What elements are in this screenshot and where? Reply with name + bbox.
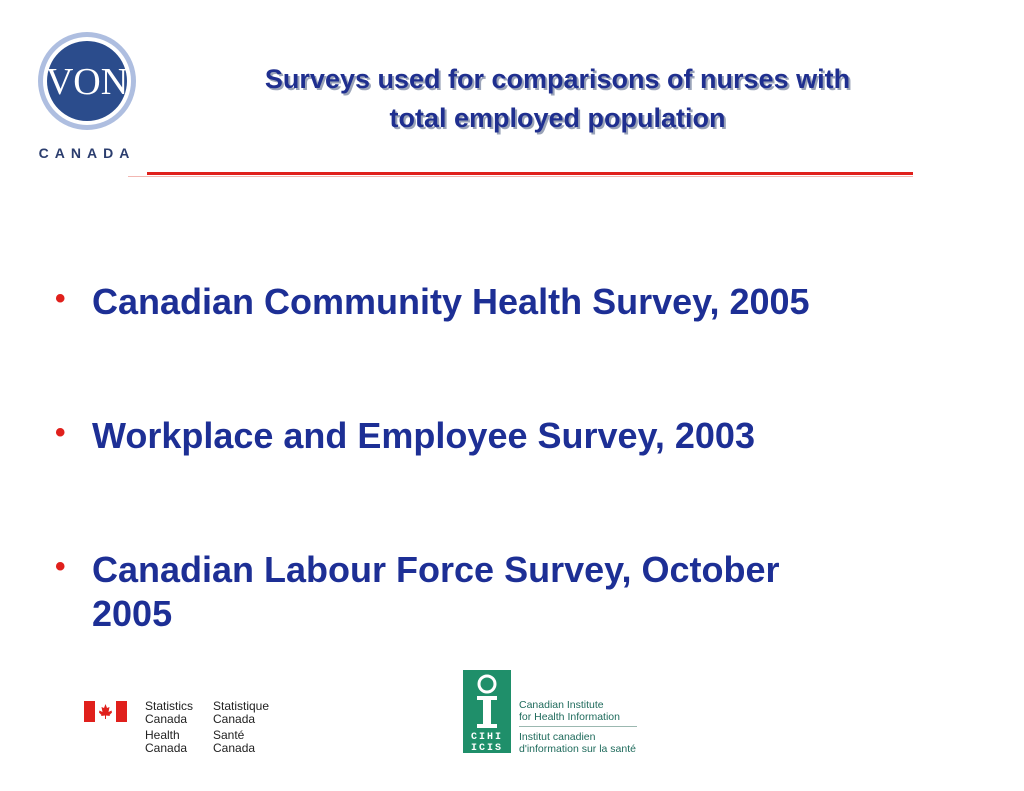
- bullet-icon: •: [55, 550, 66, 583]
- statcan-healthcanada-logo: [84, 698, 304, 758]
- page-title-line-1: Surveys used for comparisons of nurses with: [264, 64, 851, 94]
- cihi-fr-label: Institut canadien d'information sur la santé: [519, 731, 636, 755]
- cihi-divider: [519, 726, 637, 727]
- statcan-fr-label: Statistique Canada: [213, 699, 270, 726]
- survey-name-line-1: Canadian Labour Force Survey, October: [92, 549, 780, 590]
- cihi-logo: [463, 670, 683, 760]
- survey-name-line-2: 2005: [92, 593, 173, 634]
- page-title-line-2: total employed population: [389, 103, 726, 133]
- list-item: [55, 280, 955, 324]
- list-item: [55, 414, 955, 458]
- list-item: [55, 548, 955, 636]
- title-divider-shadow: [128, 176, 913, 177]
- healthcanada-en-label: Health Canada: [145, 728, 188, 755]
- von-logo-mark: [37, 31, 137, 163]
- von-logo-initials: VON: [45, 61, 129, 103]
- von-logo-country: CANADA: [38, 145, 136, 161]
- survey-list: [55, 280, 955, 636]
- bullet-icon: •: [55, 416, 66, 449]
- healthcanada-fr-label: Santé Canada: [213, 728, 256, 755]
- cihi-en-label: Canadian Institute for Health Information: [519, 699, 620, 723]
- bullet-icon: •: [55, 282, 66, 315]
- cihi-mark-fr: ICIS: [470, 743, 504, 753]
- survey-name: Workplace and Employee Survey, 2003: [92, 415, 755, 456]
- canada-flag-icon: [84, 701, 127, 722]
- cihi-info-icon: [463, 670, 511, 753]
- statcan-en-label: Statistics Canada: [145, 699, 194, 726]
- title-divider: [147, 172, 913, 175]
- page-title: [160, 60, 955, 138]
- survey-name: Canadian Community Health Survey, 2005: [92, 281, 810, 322]
- cihi-mark-en: CIHI: [470, 732, 504, 743]
- von-canada-logo: [37, 31, 137, 163]
